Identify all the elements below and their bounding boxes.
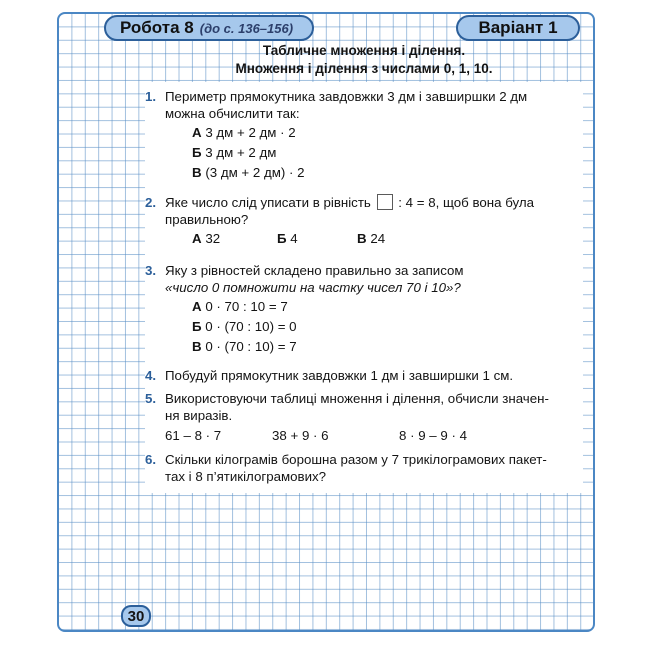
answer-option-c[interactable] bbox=[357, 230, 385, 248]
task-text-line: Використовуючи таблиці множення і ділення, обчисли значен- bbox=[165, 391, 549, 406]
task-number: 1. bbox=[145, 89, 157, 104]
task-text-line bbox=[165, 194, 583, 212]
option-text: 0 · (70 : 10) = 0 bbox=[205, 319, 297, 334]
option-letter: А bbox=[192, 231, 202, 246]
task-text-line: Скільки кілограмів борошна разом у 7 трикілограмових пакет- bbox=[165, 452, 547, 467]
answer-option-b[interactable] bbox=[277, 230, 298, 248]
topic-line-2: Множення і ділення з числами 0, 1, 10. bbox=[235, 61, 493, 76]
answer-box[interactable] bbox=[377, 194, 393, 210]
answer-option-a[interactable] bbox=[192, 230, 220, 248]
answer-option-a[interactable] bbox=[192, 124, 296, 142]
task-text-line: Яку з рівностей складено правильно за записом bbox=[165, 263, 464, 278]
option-letter: В bbox=[192, 165, 202, 180]
variant-badge bbox=[456, 15, 580, 41]
answer-option-c[interactable] bbox=[192, 338, 297, 356]
variant-title: Варіант 1 bbox=[478, 18, 558, 37]
option-letter: А bbox=[192, 299, 202, 314]
task-text-line: ня виразів. bbox=[165, 408, 233, 423]
option-text: 3 дм + 2 дм bbox=[205, 145, 277, 160]
option-text: (3 дм + 2 дм) · 2 bbox=[205, 165, 305, 180]
task-number: 4. bbox=[145, 368, 157, 383]
answer-option-b[interactable] bbox=[192, 144, 276, 162]
expression: 38 + 9 · 6 bbox=[272, 428, 329, 443]
task-text-line: «число 0 помножити на частку чисел 70 і 10»? bbox=[165, 280, 461, 295]
option-letter: В bbox=[357, 231, 367, 246]
option-text: 0 · (70 : 10) = 7 bbox=[205, 339, 297, 354]
option-letter: Б bbox=[277, 231, 287, 246]
page-number: 30 bbox=[121, 605, 151, 627]
option-text: 24 bbox=[370, 231, 386, 246]
expression: 61 – 8 · 7 bbox=[165, 428, 222, 443]
task-number: 3. bbox=[145, 263, 157, 278]
topic-heading bbox=[145, 42, 583, 78]
task-text-line: правильною? bbox=[165, 212, 249, 227]
option-letter: А bbox=[192, 125, 202, 140]
answer-option-c[interactable] bbox=[192, 164, 305, 182]
topic-line-1: Табличне множення і ділення. bbox=[262, 43, 466, 58]
work-title-badge bbox=[104, 15, 314, 41]
option-letter: Б bbox=[192, 319, 202, 334]
task-text-line: Побудуй прямокутник завдовжки 1 дм і завширшки 1 см. bbox=[165, 368, 514, 383]
answer-option-a[interactable] bbox=[192, 298, 288, 316]
expression: 8 · 9 – 9 · 4 bbox=[399, 428, 467, 443]
work-title: Робота 8 bbox=[120, 18, 194, 37]
answer-option-b[interactable] bbox=[192, 318, 297, 336]
option-letter: В bbox=[192, 339, 202, 354]
task-text-part: : 4 = 8, щоб вона була bbox=[398, 195, 535, 210]
task-text-line: Периметр прямокутника завдовжки 3 дм і завширшки 2 дм bbox=[165, 89, 528, 104]
option-letter: Б bbox=[192, 145, 202, 160]
task-number: 2. bbox=[145, 195, 157, 210]
task-number: 5. bbox=[145, 391, 157, 406]
option-text: 4 bbox=[290, 231, 298, 246]
task-text-line: тах і 8 п’ятикілограмових? bbox=[165, 469, 327, 484]
task-number: 6. bbox=[145, 452, 157, 467]
option-text: 32 bbox=[205, 231, 221, 246]
option-text: 0 · 70 : 10 = 7 bbox=[205, 299, 288, 314]
option-text: 3 дм + 2 дм · 2 bbox=[205, 125, 296, 140]
work-pages: (до с. 136–156) bbox=[199, 20, 294, 36]
task-text-part: Яке число слід уписати в рівність bbox=[165, 195, 371, 210]
task-text-line: можна обчислити так: bbox=[165, 106, 300, 121]
